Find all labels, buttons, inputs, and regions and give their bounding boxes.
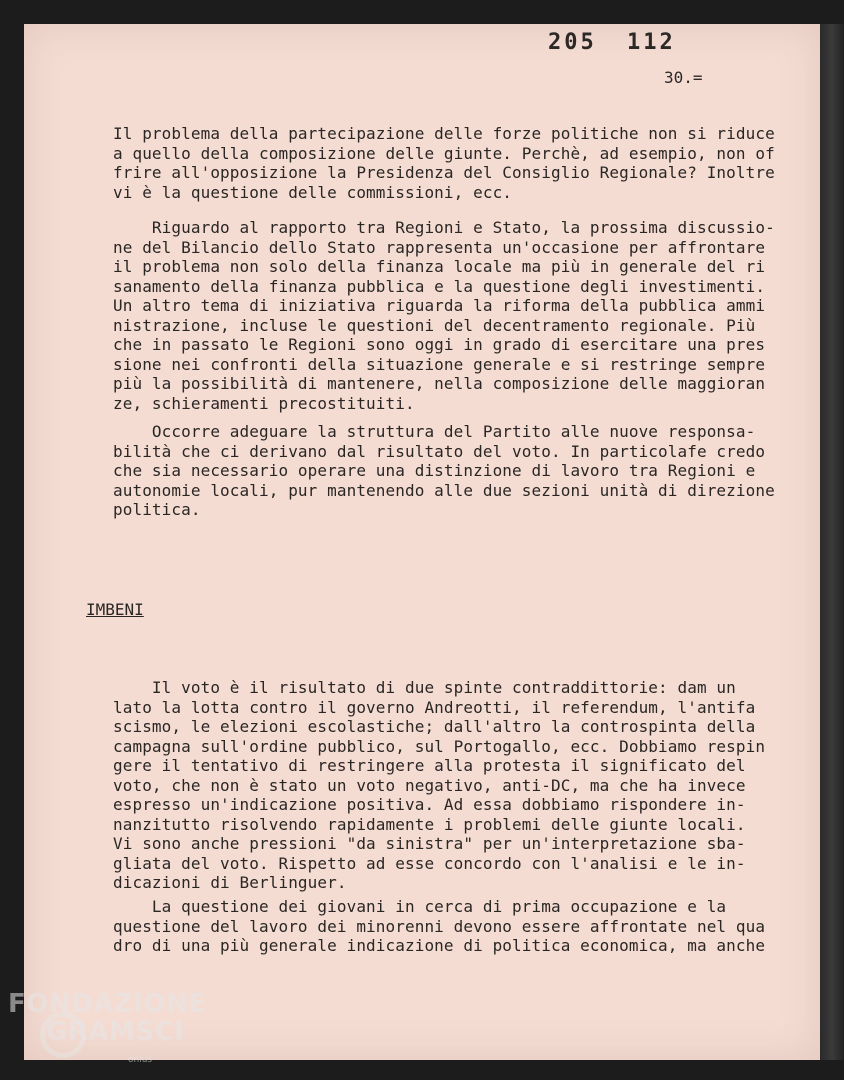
watermark-line-2: GRAMSCI	[46, 1017, 185, 1047]
paragraph-3: Occorre adeguare la struttura del Partito alle nuove responsa- bilità che ci derivano dal risultato del voto. In particolafe credo che sia necessario operare una distinzione di lavoro tra Regioni e autonomie locali, pur mantenendo alle due sezioni unità di direzione politica.	[113, 422, 775, 519]
bleed-through-text	[150, 560, 496, 581]
watermark	[8, 990, 206, 1074]
speaker-heading: IMBENI	[86, 600, 144, 619]
document-number: 205 112	[548, 30, 676, 55]
page-stack-edge	[820, 24, 844, 1060]
paragraph-4: Il voto è il risultato di due spinte contraddittorie: dam un lato la lotta contro il governo Andreotti, il referendum, l'antifa scismo, le elezioni escolastiche; dall'altro la controspinta della campagna sull'ordine pubblico, sul Portogallo, ecc. Dobbiamo respin gere il tentativo di restringere alla protesta il significato del voto, che non è stato un voto negativo, anti-DC, ma che ha invece espresso un'indicazione positiva. Ad essa dobbiamo rispondere in- nanzitutto risolvendo rapidamente i problemi delle giunte locali. Vi sono anche pressioni "da sinistra" per un'interpretazione sba- gliata del voto. Rispetto ad esse concordo con l'analisi e le in- dicazioni di Berlinguer.	[113, 678, 766, 892]
watermark-line-1: FONDAZIONE	[8, 989, 207, 1019]
page-number: 30.=	[664, 68, 703, 87]
paragraph-1: Il problema della partecipazione delle forze politiche non si riduce a quello della composizione delle giunte. Perchè, ad esempio, non of frire all'opposizione la Presidenza del Consiglio Regionale? Inoltre vi è la questione delle commissioni, ecc.	[113, 124, 775, 202]
watermark-line-3: onlus	[128, 1055, 153, 1065]
paragraph-5: La questione dei giovani in cerca di prima occupazione e la questione del lavoro dei minorenni devono essere affrontate nel qua dro di una più generale indicazione di politica economica, ma anche	[113, 897, 766, 955]
paragraph-2: Riguardo al rapporto tra Regioni e Stato, la prossima discussio- ne del Bilancio dello Stato rappresenta un'occasione per affrontare il problema non solo della finanza locale ma più in generale del ri sanamento della finanza pubblica e la questione degli investimenti. Un altro tema di iniziativa riguarda la riforma della pubblica ammi nistrazione, incluse le questioni del decentramento regionale. Più che in passato le Regioni sono oggi in grado di esercitare una pres sione nei confronti della situazione generale e si restringe sempre più la possibilità di mantenere, nella composizione delle maggioran ze, schieramenti precostituiti.	[113, 218, 775, 413]
